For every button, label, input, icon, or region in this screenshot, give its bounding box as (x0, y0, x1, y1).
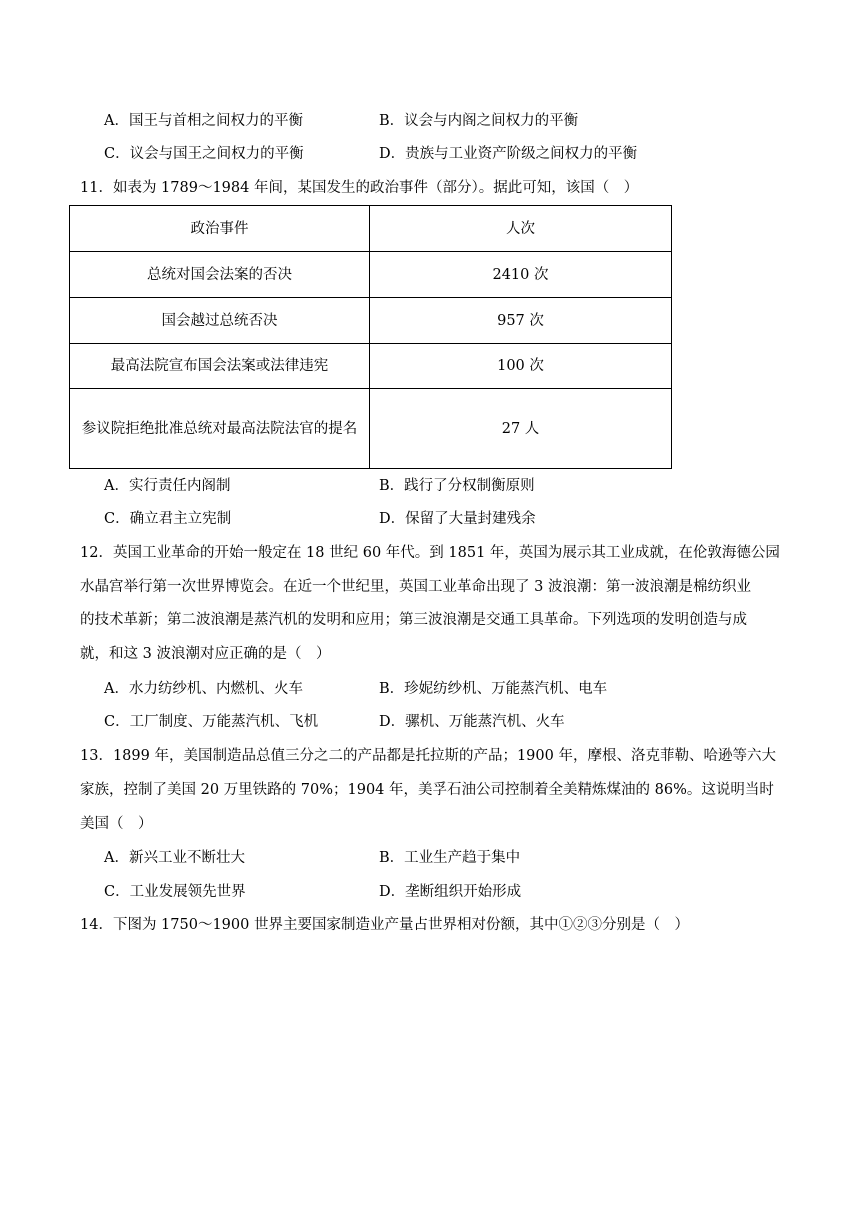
q14-stem: 14．下图为 1750～1900 世界主要国家制造业产量占世界相对份额，其中①②③分别是（ ） (80, 917, 689, 933)
q12-stem-line-2: 水晶宫举行第一次世界博览会。在近一个世纪里，英国工业革命出现了 3 波浪潮：第一波浪潮是棉纺织业 (80, 579, 751, 595)
q13-option-d: D．垄断组织开始形成 (379, 884, 522, 900)
table-cell-count: 100 次 (370, 344, 672, 389)
q13-stem-line-2: 家族，控制了美国 20 万里铁路的 70%；1904 年，美孚石油公司控制着全美精炼煤油的 86%。这说明当时 (80, 782, 774, 798)
q10-option-b: B．议会与内阁之间权力的平衡 (379, 113, 579, 129)
table-cell-event: 国会越过总统否决 (70, 298, 370, 344)
q12-option-a: A．水力纺纱机、内燃机、火车 (104, 681, 303, 697)
q13-stem-line-3: 美国（ ） (80, 816, 153, 832)
q10-option-c: C．议会与国王之间权力的平衡 (104, 146, 304, 162)
q11-option-b: B．践行了分权制衡原则 (379, 478, 535, 494)
table-cell-count: 2410 次 (370, 252, 672, 298)
q13-option-b: B．工业生产趋于集中 (379, 850, 521, 866)
table-cell-event: 最高法院宣布国会法案或法律违宪 (70, 344, 370, 389)
table-cell-event: 参议院拒绝批准总统对最高法院法官的提名 (70, 389, 370, 469)
q11-option-a: A．实行责任内阁制 (104, 478, 231, 494)
q13-option-a: A．新兴工业不断壮大 (104, 850, 245, 866)
q12-stem-line-1: 12．英国工业革命的开始一般定在 18 世纪 60 年代。到 1851 年，英国为展示其工业成就，在伦敦海德公园 (80, 545, 780, 561)
q11-option-c: C．确立君主立宪制 (104, 511, 232, 527)
q12-option-d: D．骡机、万能蒸汽机、火车 (379, 714, 565, 730)
q10-option-d: D．贵族与工业资产阶级之间权力的平衡 (379, 146, 638, 162)
q12-option-b: B．珍妮纺纱机、万能蒸汽机、电车 (379, 681, 608, 697)
table-row (70, 344, 672, 389)
q13-option-c: C．工业发展领先世界 (104, 884, 246, 900)
q12-stem-line-3: 的技术革新；第二波浪潮是蒸汽机的发明和应用；第三波浪潮是交通工具革命。下列选项的发明创造与成 (80, 612, 747, 628)
political-events-table (69, 205, 672, 469)
table-row (70, 252, 672, 298)
q13-stem-line-1: 13．1899 年，美国制造品总值三分之二的产品都是托拉斯的产品；1900 年，摩根、洛克菲勒、哈逊等六大 (80, 748, 776, 764)
q11-stem: 11．如表为 1789～1984 年间，某国发生的政治事件（部分）。据此可知，该国（ ） (80, 180, 639, 196)
q12-option-c: C．工厂制度、万能蒸汽机、飞机 (104, 714, 319, 730)
table-header-row (70, 206, 672, 252)
table-cell-count: 957 次 (370, 298, 672, 344)
q11-option-d: D．保留了大量封建残余 (379, 511, 536, 527)
table-header-event: 政治事件 (70, 206, 370, 252)
table-cell-event: 总统对国会法案的否决 (70, 252, 370, 298)
table-row (70, 389, 672, 469)
table-cell-count: 27 人 (370, 389, 672, 469)
table-row (70, 298, 672, 344)
table-header-count: 人次 (370, 206, 672, 252)
q10-option-a: A．国王与首相之间权力的平衡 (104, 113, 303, 129)
q12-stem-line-4: 就，和这 3 波浪潮对应正确的是（ ） (80, 646, 331, 662)
